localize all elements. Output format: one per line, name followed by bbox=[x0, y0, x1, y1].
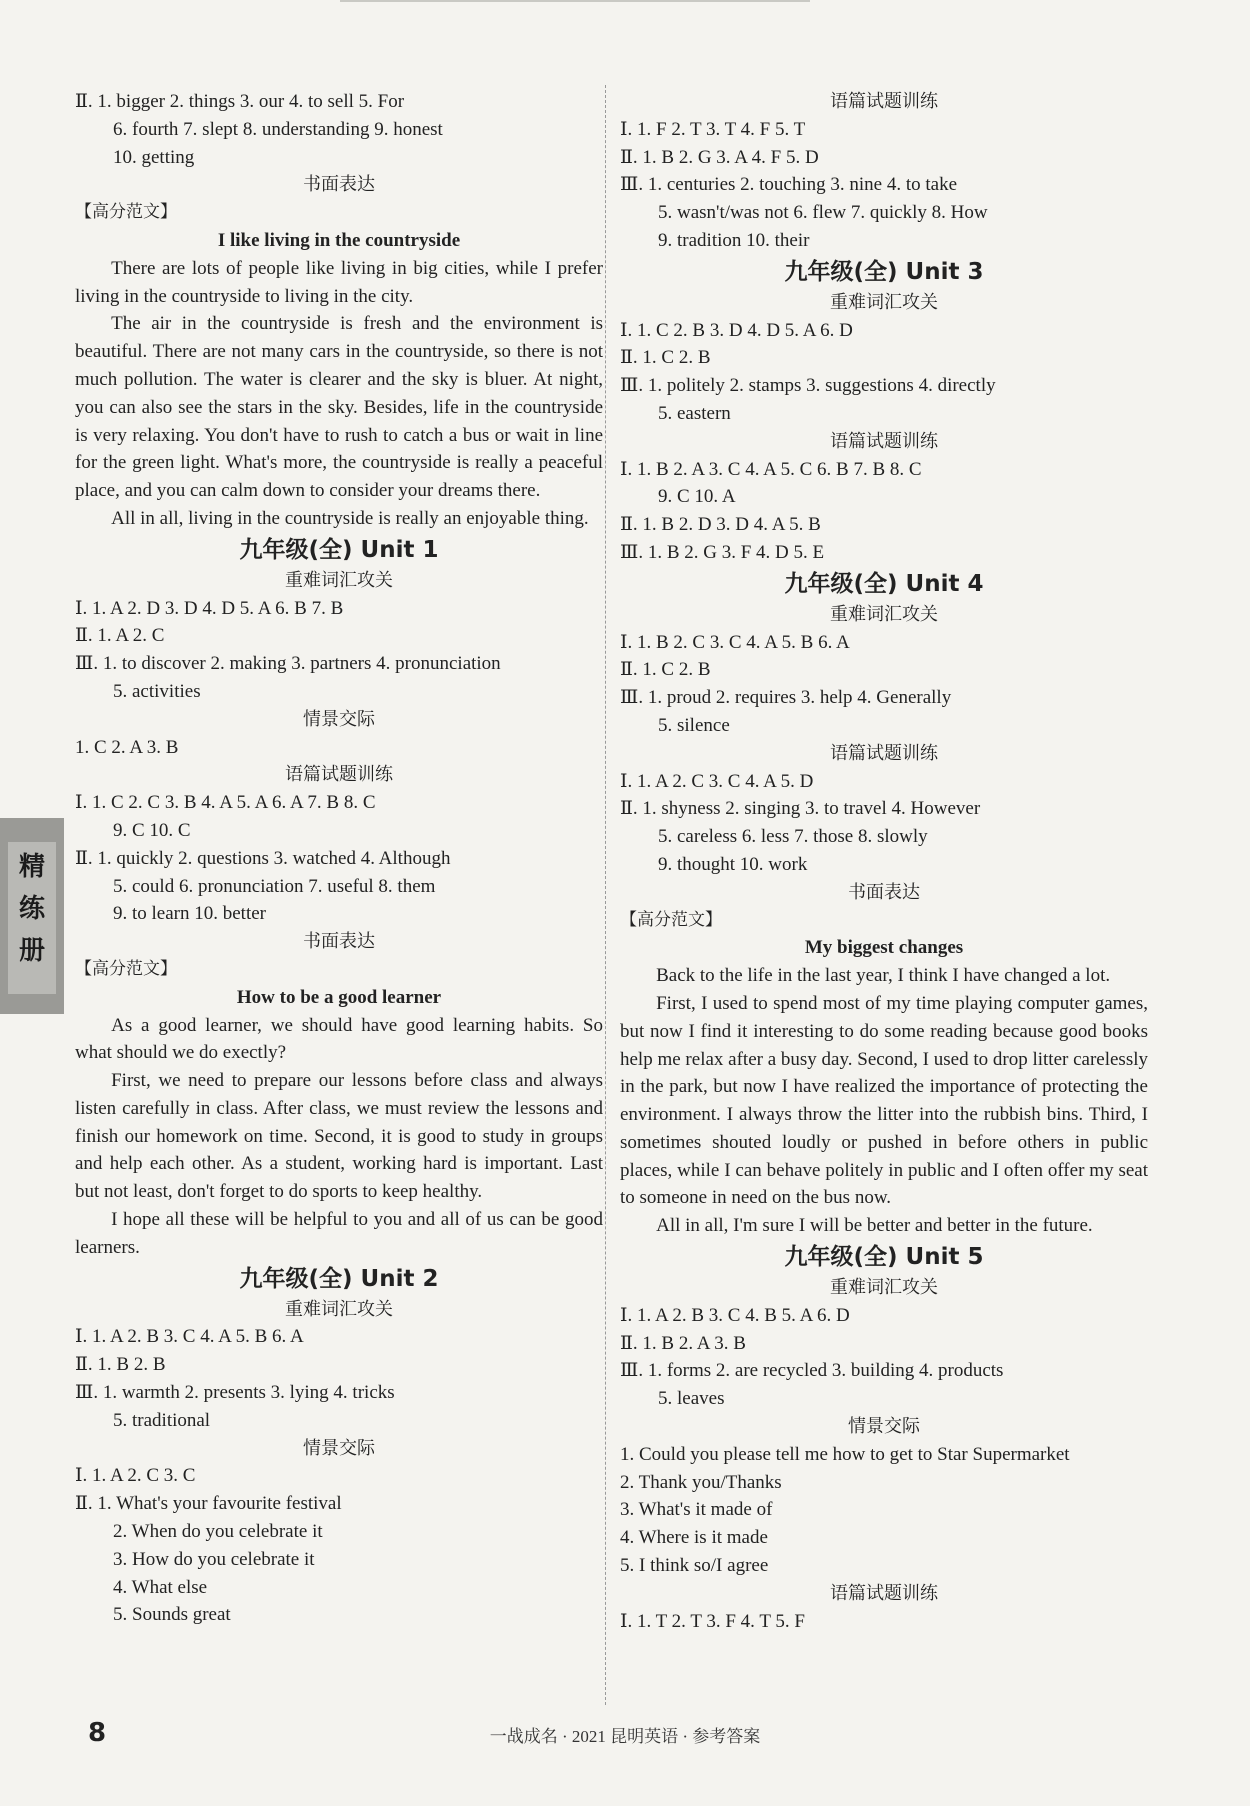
essay-paragraph: First, we need to prepare our lessons before class and always listen carefully in class. After class, we must review the lessons and finish our homework on time. Second, it is good to study in groups and help each other. As a student, working hard is important. Last but not least, don't forget to do sports to keep healthy. bbox=[75, 1070, 603, 1203]
answer-line-indented: 3. How do you celebrate it bbox=[113, 1548, 315, 1570]
answer-line: Ⅰ. 1. C 2. B 3. D 4. D 5. A 6. D bbox=[620, 319, 853, 341]
answer-line: 1. Could you please tell me how to get to Star Supermarket bbox=[620, 1443, 1070, 1465]
answer-line-indented: 9. tradition 10. their bbox=[658, 229, 810, 251]
answer-line-indented: 5. wasn't/was not 6. flew 7. quickly 8. How bbox=[658, 202, 988, 224]
answer-line: Ⅱ. 1. C 2. B bbox=[620, 659, 711, 681]
section-heading: 语篇试题训练 bbox=[830, 91, 938, 112]
section-heading: 重难词汇攻关 bbox=[830, 603, 938, 625]
section-heading: 重难词汇攻关 bbox=[830, 291, 938, 313]
unit-title: 九年级(全) Unit 5 bbox=[784, 1244, 984, 1271]
answer-line-indented: 4. What else bbox=[113, 1576, 208, 1598]
answer-line: 5. I think so/I agree bbox=[620, 1555, 769, 1577]
section-heading: 书面表达 bbox=[303, 931, 375, 953]
answer-line-indented: 9. C 10. C bbox=[113, 819, 191, 841]
answer-line: Ⅱ. 1. B 2. D 3. D 4. A 5. B bbox=[620, 514, 821, 536]
essay-paragraph: Back to the life in the last year, I think I have changed a lot. bbox=[656, 965, 1111, 987]
answer-line: Ⅱ. 1. B 2. B bbox=[75, 1354, 166, 1376]
side-tab-char: 精 bbox=[18, 852, 45, 882]
answer-line: Ⅲ. 1. to discover 2. making 3. partners 4. pronunciation bbox=[75, 653, 501, 675]
section-heading: 书面表达 bbox=[848, 881, 920, 903]
model-essay-tag: 【高分范文】 bbox=[620, 909, 722, 930]
answer-line-indented: 9. thought 10. work bbox=[658, 853, 808, 875]
right-column bbox=[620, 88, 1148, 1635]
answer-line: Ⅲ. 1. B 2. G 3. F 4. D 5. E bbox=[620, 541, 825, 563]
answer-line: Ⅱ. 1. A 2. C bbox=[75, 625, 165, 647]
essay-paragraph: All in all, I'm sure I will be better and better in the future. bbox=[656, 1215, 1093, 1237]
answer-line-indented: 6. fourth 7. slept 8. understanding 9. honest bbox=[113, 118, 443, 140]
unit-title: 九年级(全) Unit 2 bbox=[239, 1265, 439, 1292]
answer-line: Ⅰ. 1. B 2. C 3. C 4. A 5. B 6. A bbox=[620, 631, 850, 653]
essay-paragraph: There are lots of people like living in big cities, while I prefer living in the countryside to living in the city. bbox=[75, 257, 603, 307]
side-tab bbox=[0, 818, 64, 1014]
section-heading: 重难词汇攻关 bbox=[285, 569, 393, 591]
top-rule bbox=[340, 0, 810, 2]
answer-line: Ⅰ. 1. C 2. C 3. B 4. A 5. A 6. A 7. B 8. C bbox=[75, 792, 376, 814]
section-heading: 语篇试题训练 bbox=[285, 764, 393, 786]
model-essay-tag: 【高分范文】 bbox=[75, 202, 177, 223]
page-number: 8 bbox=[88, 1718, 107, 1748]
answer-line-indented: 5. activities bbox=[113, 680, 201, 702]
answer-line: Ⅰ. 1. B 2. A 3. C 4. A 5. C 6. B 7. B 8. C bbox=[620, 458, 922, 480]
answer-line: 2. Thank you/Thanks bbox=[620, 1471, 782, 1493]
section-heading: 语篇试题训练 bbox=[830, 430, 938, 452]
answer-line: Ⅰ. 1. F 2. T 3. T 4. F 5. T bbox=[620, 118, 806, 140]
answer-line: Ⅲ. 1. centuries 2. touching 3. nine 4. to take bbox=[620, 174, 958, 196]
unit-title: 九年级(全) Unit 3 bbox=[784, 258, 984, 285]
answer-line: Ⅱ. 1. What's your favourite festival bbox=[75, 1493, 342, 1515]
column-divider bbox=[605, 85, 606, 1705]
answer-line-indented: 10. getting bbox=[113, 146, 195, 168]
answer-line-indented: 9. to learn 10. better bbox=[113, 903, 267, 925]
answer-line: 3. What's it made of bbox=[620, 1499, 773, 1521]
unit-title: 九年级(全) Unit 4 bbox=[784, 570, 984, 597]
answer-line-indented: 5. careless 6. less 7. those 8. slowly bbox=[658, 826, 928, 848]
section-heading: 重难词汇攻关 bbox=[285, 1298, 393, 1320]
essay-title: My biggest changes bbox=[804, 937, 964, 959]
answer-line: Ⅲ. 1. proud 2. requires 3. help 4. Generally bbox=[620, 687, 952, 709]
essay-paragraph: As a good learner, we should have good learning habits. So what should we do exectly? bbox=[75, 1014, 603, 1064]
answer-line: Ⅱ. 1. C 2. B bbox=[620, 347, 711, 369]
section-heading: 情景交际 bbox=[303, 708, 375, 730]
answer-line: Ⅱ. 1. B 2. G 3. A 4. F 5. D bbox=[620, 146, 819, 168]
side-tab-char: 练 bbox=[18, 894, 45, 924]
answer-line: Ⅰ. 1. A 2. C 3. C 4. A 5. D bbox=[620, 770, 814, 792]
answer-line-indented: 5. eastern bbox=[658, 402, 731, 424]
answer-line: Ⅰ. 1. A 2. B 3. C 4. A 5. B 6. A bbox=[75, 1326, 304, 1348]
answer-line-indented: 2. When do you celebrate it bbox=[113, 1521, 323, 1543]
section-heading: 情景交际 bbox=[303, 1437, 375, 1459]
left-column bbox=[75, 88, 603, 1629]
answer-line: Ⅱ. 1. shyness 2. singing 3. to travel 4. However bbox=[620, 798, 981, 820]
answer-line: 4. Where is it made bbox=[620, 1527, 768, 1549]
answer-line-indented: 5. Sounds great bbox=[113, 1604, 231, 1626]
answer-line: Ⅰ. 1. A 2. C 3. C bbox=[75, 1465, 196, 1487]
answer-line: Ⅰ. 1. T 2. T 3. F 4. T 5. F bbox=[620, 1610, 805, 1632]
answer-line-indented: 5. leaves bbox=[658, 1388, 725, 1410]
page-footer: 一战成名 · 2021 昆明英语 · 参考答案 bbox=[489, 1727, 761, 1746]
answer-line: Ⅱ. 1. B 2. A 3. B bbox=[620, 1332, 746, 1354]
answer-line: Ⅱ. 1. bigger 2. things 3. our 4. to sell 5. For bbox=[75, 91, 405, 112]
section-heading: 语篇试题训练 bbox=[830, 1582, 938, 1604]
section-heading: 重难词汇攻关 bbox=[830, 1277, 938, 1299]
essay-paragraph: All in all, living in the countryside is really an enjoyable thing. bbox=[111, 507, 589, 529]
answer-line: Ⅲ. 1. politely 2. stamps 3. suggestions 4. directly bbox=[620, 375, 996, 397]
answer-line-indented: 5. silence bbox=[658, 714, 730, 736]
answer-line: Ⅱ. 1. quickly 2. questions 3. watched 4. Although bbox=[75, 847, 451, 869]
essay-title: I like living in the countryside bbox=[217, 229, 461, 251]
answer-line-indented: 9. C 10. A bbox=[658, 486, 736, 508]
model-essay-tag: 【高分范文】 bbox=[75, 958, 177, 979]
essay-paragraph: The air in the countryside is fresh and the environment is beautiful. There are not many cars in the countryside, so there is not much pollution. The water is clearer and the sky is bluer. At night, you can also see the stars in the sky. Besides, life in the countryside is very relaxing. You don't have to rush to catch a bus or wait in line for the green light. What's more, the countryside is really a peaceful place, and you can calm down to consider your dreams there. bbox=[75, 313, 603, 502]
side-tab-char: 册 bbox=[18, 936, 45, 966]
essay-paragraph: I hope all these will be helpful to you and all of us can be good learners. bbox=[75, 1209, 603, 1258]
answer-line: Ⅲ. 1. forms 2. are recycled 3. building 4. products bbox=[620, 1360, 1004, 1382]
essay-paragraph: First, I used to spend most of my time playing computer games, but now I find it interesting to do some reading because good books help me relax after a busy day. Second, I used to drop litter carelessly in the park, but now I have realized the importance of protecting the environment. I always throw the litter into the rubbish bins. Third, I sometimes shouted loudly or pushed in before others in public places, while I can behave politely in public and I often offer my seat to someone in need on the bus now. bbox=[620, 992, 1148, 1209]
section-heading: 书面表达 bbox=[303, 174, 375, 196]
essay-title: How to be a good learner bbox=[236, 986, 442, 1008]
answer-line-indented: 5. could 6. pronunciation 7. useful 8. them bbox=[113, 875, 436, 897]
unit-title: 九年级(全) Unit 1 bbox=[239, 536, 439, 563]
section-heading: 语篇试题训练 bbox=[830, 742, 938, 764]
answer-line-indented: 5. traditional bbox=[113, 1409, 211, 1431]
section-heading: 情景交际 bbox=[848, 1416, 920, 1438]
answer-line: Ⅰ. 1. A 2. D 3. D 4. D 5. A 6. B 7. B bbox=[75, 597, 344, 619]
answer-line: Ⅰ. 1. A 2. B 3. C 4. B 5. A 6. D bbox=[620, 1304, 850, 1326]
answer-line: Ⅲ. 1. warmth 2. presents 3. lying 4. tricks bbox=[75, 1382, 395, 1404]
answer-line: 1. C 2. A 3. B bbox=[75, 736, 179, 758]
